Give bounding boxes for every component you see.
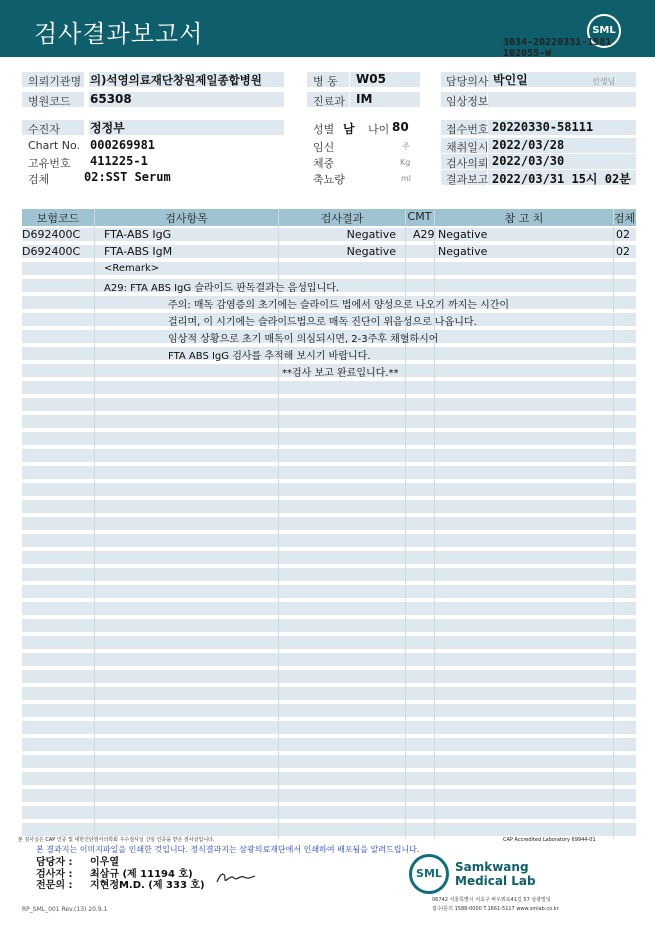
table-stripe [22,636,636,649]
lab-contact: 접수/문의 1588-0000 T.1661-5117 www.smlab.co.kr [432,906,559,912]
sml-logo-icon [409,854,449,894]
row-specimen: 02 [616,245,630,258]
lab-name-line2: Medical Lab [455,874,536,888]
value-bg [488,92,636,107]
collect-value: 2022/03/28 [492,138,565,152]
staff-role: 담당자 : [36,857,73,868]
ward-value: W05 [356,72,386,86]
table-stripe [22,772,636,785]
table-stripe [22,483,636,496]
doctor-suffix: 선생님 [592,77,616,86]
report-number [503,37,653,59]
row-result: Negative [346,228,396,241]
lab-name [455,860,536,888]
table-stripe [22,823,636,836]
report-number-line2: 102055-W [503,48,552,59]
header-specimen: 검체 [613,212,636,225]
print-notice: 본 결과지는 이미지파일을 인쇄한 것입니다. 정식결과지는 삼광의료재단에서 인쇄하여 배포됨을 알려드립니다. [36,845,420,854]
completion-message: **검사 보고 완료입니다.** [282,368,399,379]
form-code: RP_SML_001 Rev.(13) 20.9.1 [22,906,108,913]
patient-value: 정정부 [90,121,125,135]
urine-label: 축뇨량 [313,173,345,186]
table-stripe [22,500,636,513]
remark-title: <Remark> [104,263,160,274]
accreditation-note: CAP Accredited Laboratory 69944-01 [503,837,596,843]
dept-value: IM [356,92,373,106]
staff-name: 지현정M.D. (제 333 호) [90,880,205,891]
specimen-label: 검체 [28,173,50,186]
urine-unit: ml [401,174,412,183]
staff-name: 이우열 [90,857,119,868]
pregnancy-unit: 주 [402,142,410,151]
weight-label: 체중 [313,157,335,170]
header-cmt: CMT [407,210,432,223]
staff-role: 전문의 : [36,880,73,891]
table-stripe [22,381,636,394]
weight-unit: Kg [400,158,411,167]
age-value: 80 [392,120,409,134]
column-divider [94,209,95,839]
column-divider [613,209,614,839]
table-stripe [22,602,636,615]
age-label: 나이 [368,123,390,136]
sml-logo-text: SML [416,867,442,880]
table-stripe [22,534,636,547]
table-stripe [22,721,636,734]
header-item: 검사항목 [165,212,208,225]
unique-label: 고유번호 [28,157,71,170]
remark-line: A29: FTA ABS IgG 슬라이드 판독결과는 음성입니다. [104,283,340,294]
institution-label: 의뢰기관명 [28,75,82,88]
doctor-value: 박인일 [493,73,528,87]
table-stripe [22,687,636,700]
request-label: 검사의뢰 [446,157,489,170]
pregnancy-label: 임신 [313,141,335,154]
patient-label: 수진자 [28,123,60,136]
table-stripe [22,738,636,751]
staff-name: 최삼규 (제 11194 호) [90,869,193,880]
table-stripe [22,568,636,581]
row-item: FTA-ABS IgM [104,245,173,258]
row-reference: Negative [438,228,488,241]
remark-line: FTA ABS IgG 검사를 추적해 보시기 바랍니다. [168,351,371,362]
row-specimen: 02 [616,228,630,241]
signature-icon [215,870,257,886]
table-stripe [22,619,636,632]
row-reference: Negative [438,245,488,258]
chart-value: 000269981 [90,138,156,152]
header-reference: 참 고 치 [504,212,544,225]
remark-line: 걸리며, 이 시기에는 슬라이드법으로 매독 진단이 위음성으로 나옵니다. [168,317,477,328]
hospital-code-value: 65308 [90,92,132,106]
remark-line: 임상적 상황으로 초기 매독이 의심되시면, 2-3주후 채혈하시어 [168,334,439,345]
table-stripe [22,653,636,666]
chart-label: Chart No. [28,139,80,152]
table-stripe [22,755,636,768]
doctor-label: 담당의사 [446,75,489,88]
certification-note: 본 검사실은 CAP 인증 및 대한진단검사의학회 우수검사실 신임 인증을 받은 검사실입니다. [18,837,215,843]
report-value: 2022/03/31 15시 02분 [492,172,631,186]
table-stripe [22,466,636,479]
dept-label: 진료과 [313,95,345,108]
specimen-value: 02:SST Serum [84,170,171,184]
sml-logo-text: SML [592,25,616,36]
collect-label: 채취일시 [446,141,489,154]
table-stripe [22,551,636,564]
receipt-value: 20220330-58111 [492,120,594,134]
receipt-label: 접수번호 [446,123,489,136]
lab-name-line1: Samkwang [455,860,529,874]
row-code: D692400C [22,245,81,258]
table-stripe [22,789,636,802]
staff-role: 검사자 : [36,869,73,880]
sex-label: 성별 [313,123,335,136]
report-label: 결과보고 [446,173,489,186]
table-stripe [22,432,636,445]
unique-value: 411225-1 [90,154,148,168]
sex-value: 남 [343,122,355,136]
table-stripe [22,585,636,598]
remark-line: 주의: 매독 감염증의 초기에는 슬라이드 법에서 양성으로 나오기 까지는 시간이 [168,300,510,311]
header-result: 검사결과 [320,212,364,225]
ward-label: 병 동 [313,75,338,88]
lab-address: 06742 서울특별시 서초구 바우뫼로41길 57 삼광빌딩 [432,897,551,903]
table-stripe [22,449,636,462]
table-stripe [22,704,636,717]
request-value: 2022/03/30 [492,154,565,168]
table-stripe [22,806,636,819]
row-code: D692400C [22,228,81,241]
table-stripe [22,517,636,530]
table-stripe [22,415,636,428]
hospital-code-label: 병원코드 [28,95,71,108]
report-number-line1: 3034-20220331-1581 [503,37,612,48]
row-cmt: A29 [413,228,435,241]
clinical-info-label: 임상정보 [446,95,489,108]
row-item: FTA-ABS IgG [104,228,172,241]
table-stripe [22,398,636,411]
institution-value: 의)석영의료재단창원제일종합병원 [90,73,262,87]
row-result: Negative [346,245,396,258]
table-stripe [22,670,636,683]
header-code: 보험코드 [36,212,80,225]
page-title: 검사결과보고서 [34,20,204,48]
